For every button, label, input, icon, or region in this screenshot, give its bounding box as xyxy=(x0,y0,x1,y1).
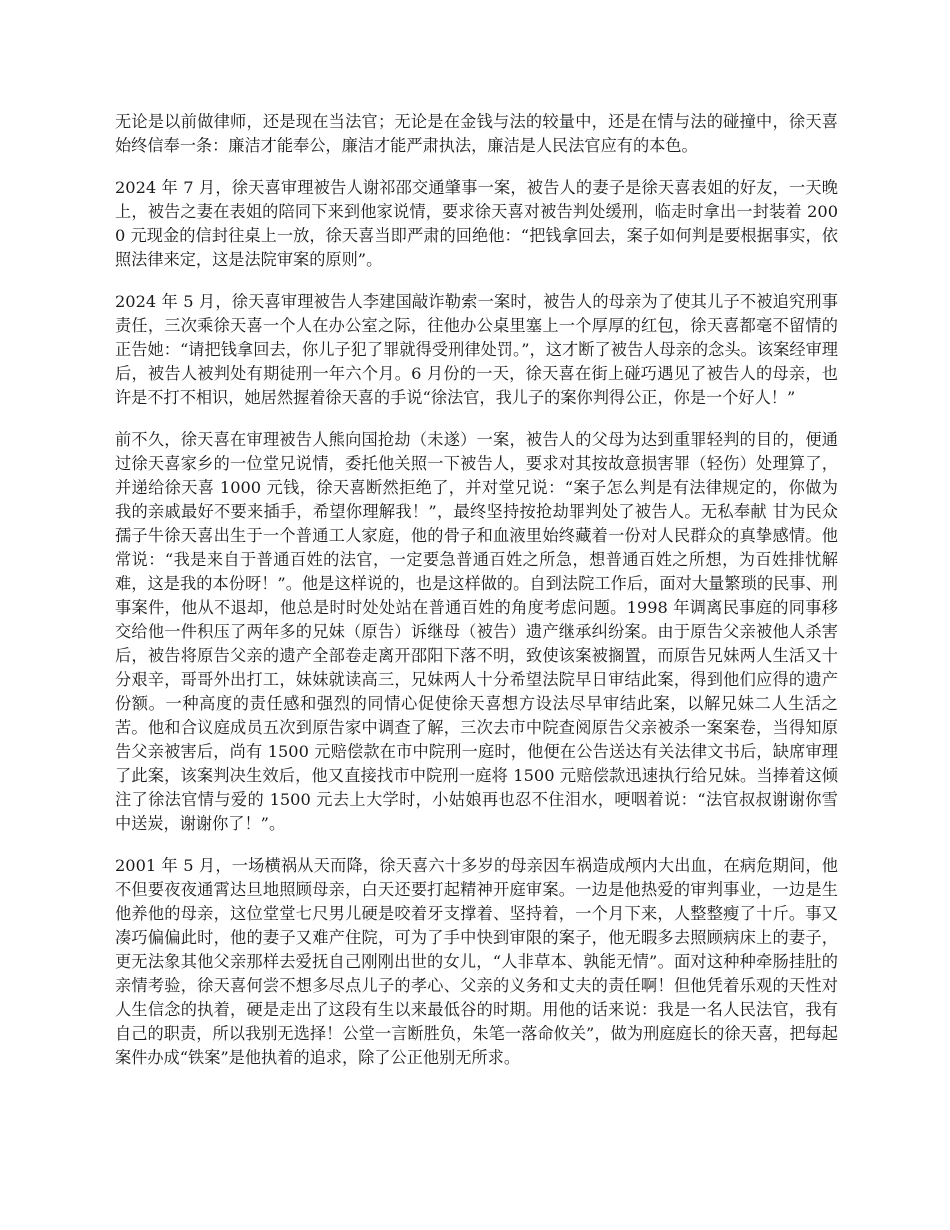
paragraph-2: 2024 年 7 月，徐天喜审理被告人谢祁邵交通肇事一案，被告人的妻子是徐天喜表姐的好友，一天晚上，被告之妻在表姐的陪同下来到他家说情，要求徐天喜对被告判处缓刑，临走时拿出一封装着 2000 元现金的信封往桌上一放，徐天喜当即严肃的回绝他：“把钱拿回去，案子如何判是要根据事实，依照法律来定，这是法院审案的原则”。 xyxy=(115,178,838,269)
paragraph-3: 2024 年 5 月，徐天喜审理被告人李建国敲诈勒索一案时，被告人的母亲为了使其儿子不被追究刑事责任，三次乘徐天喜一个人在办公室之际，往他办公桌里塞上一个厚厚的红包，徐天喜都毫不留情的正告她：“请把钱拿回去，你儿子犯了罪就得受刑律处罚。”，这才断了被告人母亲的念头。该案经审理后，被告人被判处有期徒刑一年六个月。6 月份的一天，徐天喜在街上碰巧遇见了被告人的母亲，也许是不打不相识，她居然握着徐天喜的手说“徐法官，我儿子的案你判得公正，你是一个好人！” xyxy=(115,292,838,407)
paragraph-4: 前不久，徐天喜在审理被告人熊向国抢劫（未遂）一案，被告人的父母为达到重罪轻判的目的，便通过徐天喜家乡的一位堂兄说情，委托他关照一下被告人，要求对其按故意损害罪（轻伤）处理算了，并递给徐天喜 1000 元钱，徐天喜断然拒绝了，并对堂兄说：“案子怎么判是有法律规定的，你做为我的亲戚最好不要来插手，希望你理解我！”，最终坚持按抢劫罪判处了被告人。无私奉献 甘为民众孺子牛徐天喜出生于一个普通工人家庭，他的骨子和血液里始终藏着一份对人民群众的真挚感情。他常说：“我是来自于普通百姓的法官，一定要急普通百姓之所急，想普通百姓之所想，为百姓排忧解难，这是我的本份呀！”。他是这样说的，也是这样做的。自到法院工作后，面对大量繁琐的民事、刑事案件，他从不退却，他总是时时处处站在普通百姓的角度考虑问题。1998 年调离民事庭的同事移交给他一件积压了两年多的兄妹（原告）诉继母（被告）遗产继承纠纷案。由于原告父亲被他人杀害后，被告将原告父亲的遗产全部卷走离开邵阳下落不明，致使该案被搁置，而原告兄妹两人生活又十分艰辛，哥哥外出打工，妹妹就读高三，兄妹两人十分希望法院早日审结此案，得到他们应得的遗产份额。一种高度的责任感和强烈的同情心促使徐天喜想方设法尽早审结此案，以解兄妹二人生活之苦。他和合议庭成员五次到原告家中调查了解，三次去市中院查阅原告父亲被杀一案案卷，当得知原告父亲被害后，尚有 1500 元赔偿款在市中院刑一庭时，他便在公告送达有关法律文书后，缺席审理了此案，该案判决生效后，他又直接找市中院刑一庭将 1500 元赔偿款迅速执行给兄妹。当捧着这倾注了徐法官情与爱的 1500 元去上大学时，小姑娘再也忍不住泪水，哽咽着说：“法官叔叔谢谢你雪中送炭，谢谢你了！”。 xyxy=(115,430,838,833)
paragraph-1: 无论是以前做律师，还是现在当法官；无论是在金钱与法的较量中，还是在情与法的碰撞中，徐天喜始终信奉一条：廉洁才能奉公，廉洁才能严肃执法，廉洁是人民法官应有的本色。 xyxy=(115,112,838,155)
paragraph-5: 2001 年 5 月，一场横祸从天而降，徐天喜六十多岁的母亲因车祸造成颅内大出血，在病危期间，他不但要夜夜通霄达旦地照顾母亲，白天还要打起精神开庭审案。一边是他热爱的审判事业，一边是生他养他的母亲，这位堂堂七尺男儿硬是咬着牙支撑着、坚持着，一个月下来，人整整瘦了十斤。事又凑巧偏偏此时，他的妻子又难产住院，可为了手中快到审限的案子，他无暇多去照顾病床上的妻子，更无法象其他父亲那样去爱抚自己刚刚出世的女儿，“人非草本、孰能无情”。面对这种种牵肠挂肚的亲情考验，徐天喜何尝不想多尽点儿子的孝心、父亲的义务和丈夫的责任啊！但他凭着乐观的天性对人生信念的执着，硬是走出了这段有生以来最低谷的时期。用他的话来说：我是一名人民法官，我有自己的职责，所以我别无选择！公堂一言断胜负，朱笔一落命攸关”，做为刑庭庭长的徐天喜，把每起案件办成“铁案”是他执着的追求，除了公正他别无所求。 xyxy=(115,856,838,1067)
